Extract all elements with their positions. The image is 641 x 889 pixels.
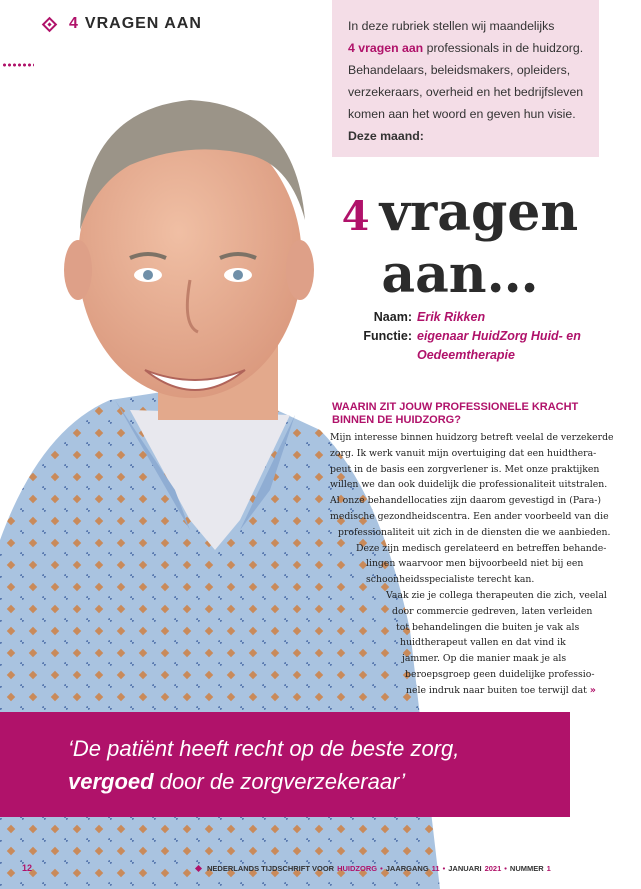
function-label: Functie: (363, 329, 412, 343)
body-line: beroepsgroep geen duidelijke professio- (405, 668, 595, 680)
separator: • (442, 864, 446, 873)
section-label (69, 15, 202, 33)
body-line: huidtherapeut vallen en dat vind ik (400, 637, 566, 649)
body-line: lingen waarvoor men bijvoorbeeld niet bij een (366, 558, 584, 570)
question-line: BINNEN DE HUIDZORG? (332, 414, 461, 426)
body-line-last (330, 683, 626, 699)
diamond-icon (195, 865, 202, 872)
quote-line-rest: door de zorgverzekeraar’ (153, 769, 406, 794)
title-line-2: aan… (381, 244, 539, 305)
intro-line (348, 37, 585, 59)
intro-line: komen aan het woord en geven hun visie. (348, 107, 576, 121)
body-line: professionaliteit uit zich in de diensten die we aanbieden. (338, 526, 611, 538)
body-line: Mijn interesse binnen huidzorg betreft veelal de verzekerde (330, 432, 614, 443)
name-label: Naam: (373, 310, 412, 324)
function-row (340, 327, 630, 346)
issue-number: 1 (546, 864, 551, 873)
page-number: 12 (22, 863, 33, 873)
title-number: 4 (341, 193, 370, 240)
spacer (340, 346, 412, 365)
function-value-cont: Oedeemtherapie (417, 348, 515, 362)
body-line: door commercie gedreven, laten verleiden (392, 605, 593, 617)
issue-month: JANUARI (448, 864, 482, 873)
body-line: Vaak zie je collega therapeuten die zich, veelal (386, 589, 607, 601)
body-line: Al onze behandellocaties zijn daarom gevestigd in (Para-) (330, 495, 602, 507)
question-line: WAARIN ZIT JOUW PROFESSIONELE KRACHT (332, 401, 579, 413)
separator: • (380, 864, 383, 873)
quote-emphasis: vergoed (68, 769, 154, 794)
body-line-text: nele indruk naar buiten toe terwijl dat (406, 684, 587, 696)
body-line: Deze zijn medisch gerelateerd en betreffen behande- (356, 542, 607, 554)
issue-number-label: NUMMER (509, 864, 544, 873)
intro-line-rest: professionals in de huidzorg. (423, 41, 584, 55)
intro-line: In deze rubriek stellen wij maandelijks (348, 19, 555, 33)
body-line: willen we dan ook duidelijk die professionaliteit uitstralen. (330, 479, 608, 491)
double-chevron-right-icon[interactable]: » (589, 684, 596, 696)
function-value: eigenaar HuidZorg Huid- en (417, 329, 581, 343)
intro-highlight: 4 vragen aan (348, 41, 424, 55)
body-line: peut in de basis een zorgverlener is. Met onze praktijken (330, 463, 600, 475)
body-line: schoonheidsspecialiste terecht kan. (366, 574, 535, 586)
title-line-1 (300, 184, 620, 246)
page-footer (0, 860, 641, 880)
name-value: Erik Rikken (417, 310, 486, 324)
article-body (330, 430, 626, 699)
journal-name-accent: HUIDZORG (337, 864, 378, 873)
diamond-icon (42, 16, 58, 32)
journal-name: NEDERLANDS TIJDSCHRIFT VOOR (207, 864, 335, 873)
issue-year: 2021 (484, 864, 502, 873)
jaargang-label: JAARGANG (385, 864, 429, 873)
intro-line: Behandelaars, beleidsmakers, opleiders, (348, 63, 571, 77)
pull-quote (0, 712, 570, 817)
section-label-text: VRAGEN AAN (84, 15, 202, 32)
separator: • (504, 864, 507, 873)
function-row-2 (340, 346, 630, 365)
section-header (44, 12, 202, 36)
question-heading (332, 401, 612, 427)
interviewee-info (340, 308, 630, 365)
title-word: vragen (379, 182, 579, 243)
body-line: jammer. Op die manier maak je als (402, 653, 567, 665)
section-number: 4 (69, 15, 79, 32)
intro-line-bold: Deze maand: (348, 129, 424, 143)
intro-line: verzekeraars, overheid en het bedrijfsleven (348, 85, 584, 99)
name-row (340, 308, 630, 327)
jaargang-value: 11 (431, 864, 440, 873)
body-line: zorg. Ik werk vanuit mijn overtuiging dat een huidthera- (330, 447, 597, 459)
footer-journal (196, 864, 551, 873)
dotted-divider (2, 63, 34, 67)
body-line: medische gezondheidscentra. Een ander voorbeeld van die (330, 510, 609, 522)
body-line: tot behandelingen die buiten je vak als (396, 621, 580, 633)
quote-line-1: ‘De patiënt heeft recht op de beste zorg, (68, 736, 460, 761)
quote-line-2 (68, 765, 550, 798)
page-title (300, 184, 620, 304)
